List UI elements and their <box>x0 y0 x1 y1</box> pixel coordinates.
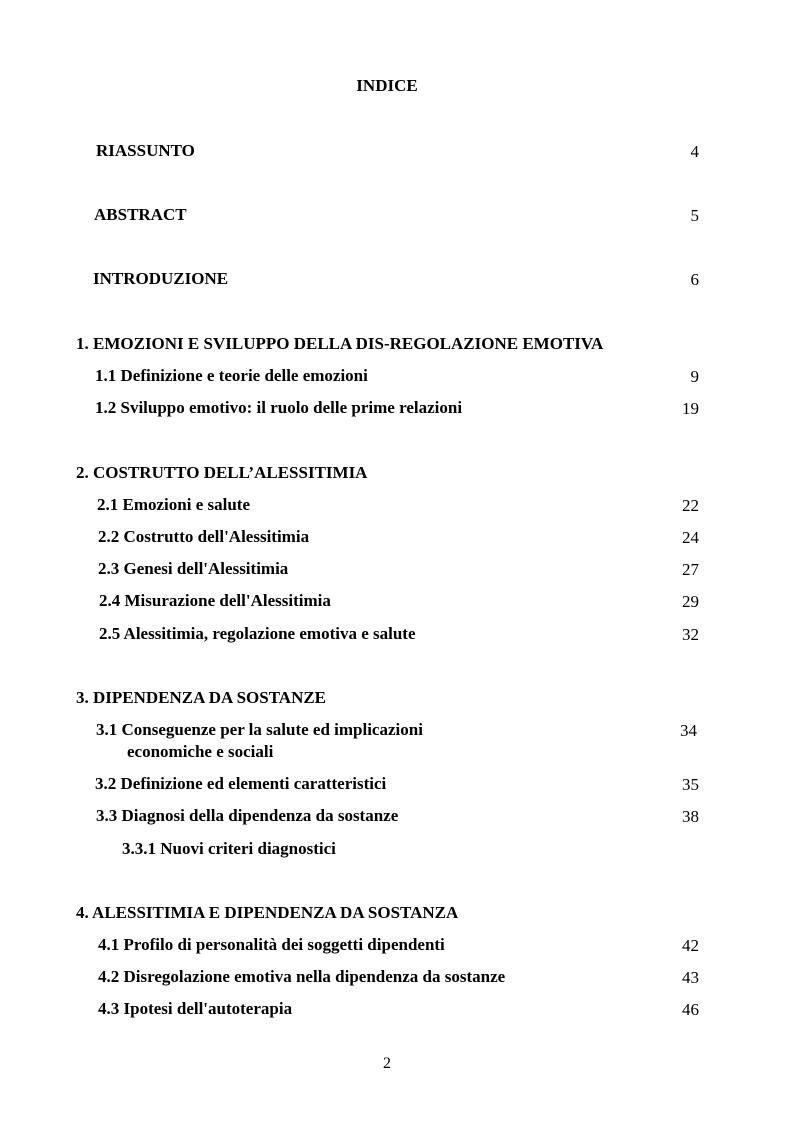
toc-page-riassunto: 4 <box>690 142 699 161</box>
toc-page-2-2: 24 <box>682 528 699 547</box>
toc-entry-3-2[interactable]: 3.2 Definizione ed elementi caratteristici <box>95 774 387 793</box>
toc-entry-abstract[interactable]: ABSTRACT <box>94 205 187 224</box>
toc-page-3-3: 38 <box>682 807 699 826</box>
toc-chapter-3[interactable]: 3. DIPENDENZA DA SOSTANZE <box>76 688 327 707</box>
toc-entry-2-3[interactable]: 2.3 Genesi dell'Alessitimia <box>98 559 289 578</box>
toc-entry-1-2[interactable]: 1.2 Sviluppo emotivo: il ruolo delle prime relazioni <box>95 398 463 417</box>
toc-page-4-1: 42 <box>682 936 699 955</box>
toc-page-introduzione: 6 <box>690 270 699 289</box>
toc-page-4-3: 46 <box>682 1000 699 1019</box>
toc-entry-riassunto[interactable]: RIASSUNTO <box>96 141 195 160</box>
toc-chapter-1[interactable]: 1. EMOZIONI E SVILUPPO DELLA DIS-REGOLAZIONE EMOTIVA <box>76 334 604 353</box>
toc-page-2-3: 27 <box>682 560 699 579</box>
toc-entry-1-1[interactable]: 1.1 Definizione e teorie delle emozioni <box>95 366 368 385</box>
toc-page-2-5: 32 <box>682 625 699 644</box>
toc-entry-3-1-continued[interactable]: economiche e sociali <box>127 742 274 761</box>
toc-entry-4-3[interactable]: 4.3 Ipotesi dell'autoterapia <box>98 999 293 1018</box>
toc-page-1-2: 19 <box>682 399 699 418</box>
page-number: 2 <box>383 1055 391 1072</box>
toc-entry-3-3[interactable]: 3.3 Diagnosi della dipendenza da sostanze <box>96 806 399 825</box>
toc-page-2-1: 22 <box>682 496 699 515</box>
toc-entry-4-2[interactable]: 4.2 Disregolazione emotiva nella dipendenza da sostanze <box>98 967 506 986</box>
toc-page-abstract: 5 <box>690 206 699 225</box>
toc-entry-2-4[interactable]: 2.4 Misurazione dell'Alessitimia <box>99 591 331 610</box>
toc-page-4-2: 43 <box>682 968 699 987</box>
toc-chapter-4[interactable]: 4. ALESSITIMIA E DIPENDENZA DA SOSTANZA <box>76 903 459 922</box>
toc-entry-3-1[interactable]: 3.1 Conseguenze per la salute ed implicazioni <box>96 720 423 739</box>
toc-page-3-2: 35 <box>682 775 699 794</box>
toc-entry-2-1[interactable]: 2.1 Emozioni e salute <box>97 495 250 514</box>
toc-entry-2-5[interactable]: 2.5 Alessitimia, regolazione emotiva e salute <box>99 624 416 643</box>
toc-entry-4-1[interactable]: 4.1 Profilo di personalità dei soggetti dipendenti <box>98 935 445 954</box>
toc-page-2-4: 29 <box>682 592 699 611</box>
toc-chapter-2[interactable]: 2. COSTRUTTO DELL’ALESSITIMIA <box>76 463 368 482</box>
toc-entry-3-3-1[interactable]: 3.3.1 Nuovi criteri diagnostici <box>122 839 336 858</box>
page-title: INDICE <box>356 76 418 95</box>
toc-page-3-1: 34 <box>680 721 697 740</box>
toc-entry-introduzione[interactable]: INTRODUZIONE <box>93 269 229 288</box>
toc-entry-2-2[interactable]: 2.2 Costrutto dell'Alessitimia <box>98 527 310 546</box>
toc-page-1-1: 9 <box>690 367 699 386</box>
